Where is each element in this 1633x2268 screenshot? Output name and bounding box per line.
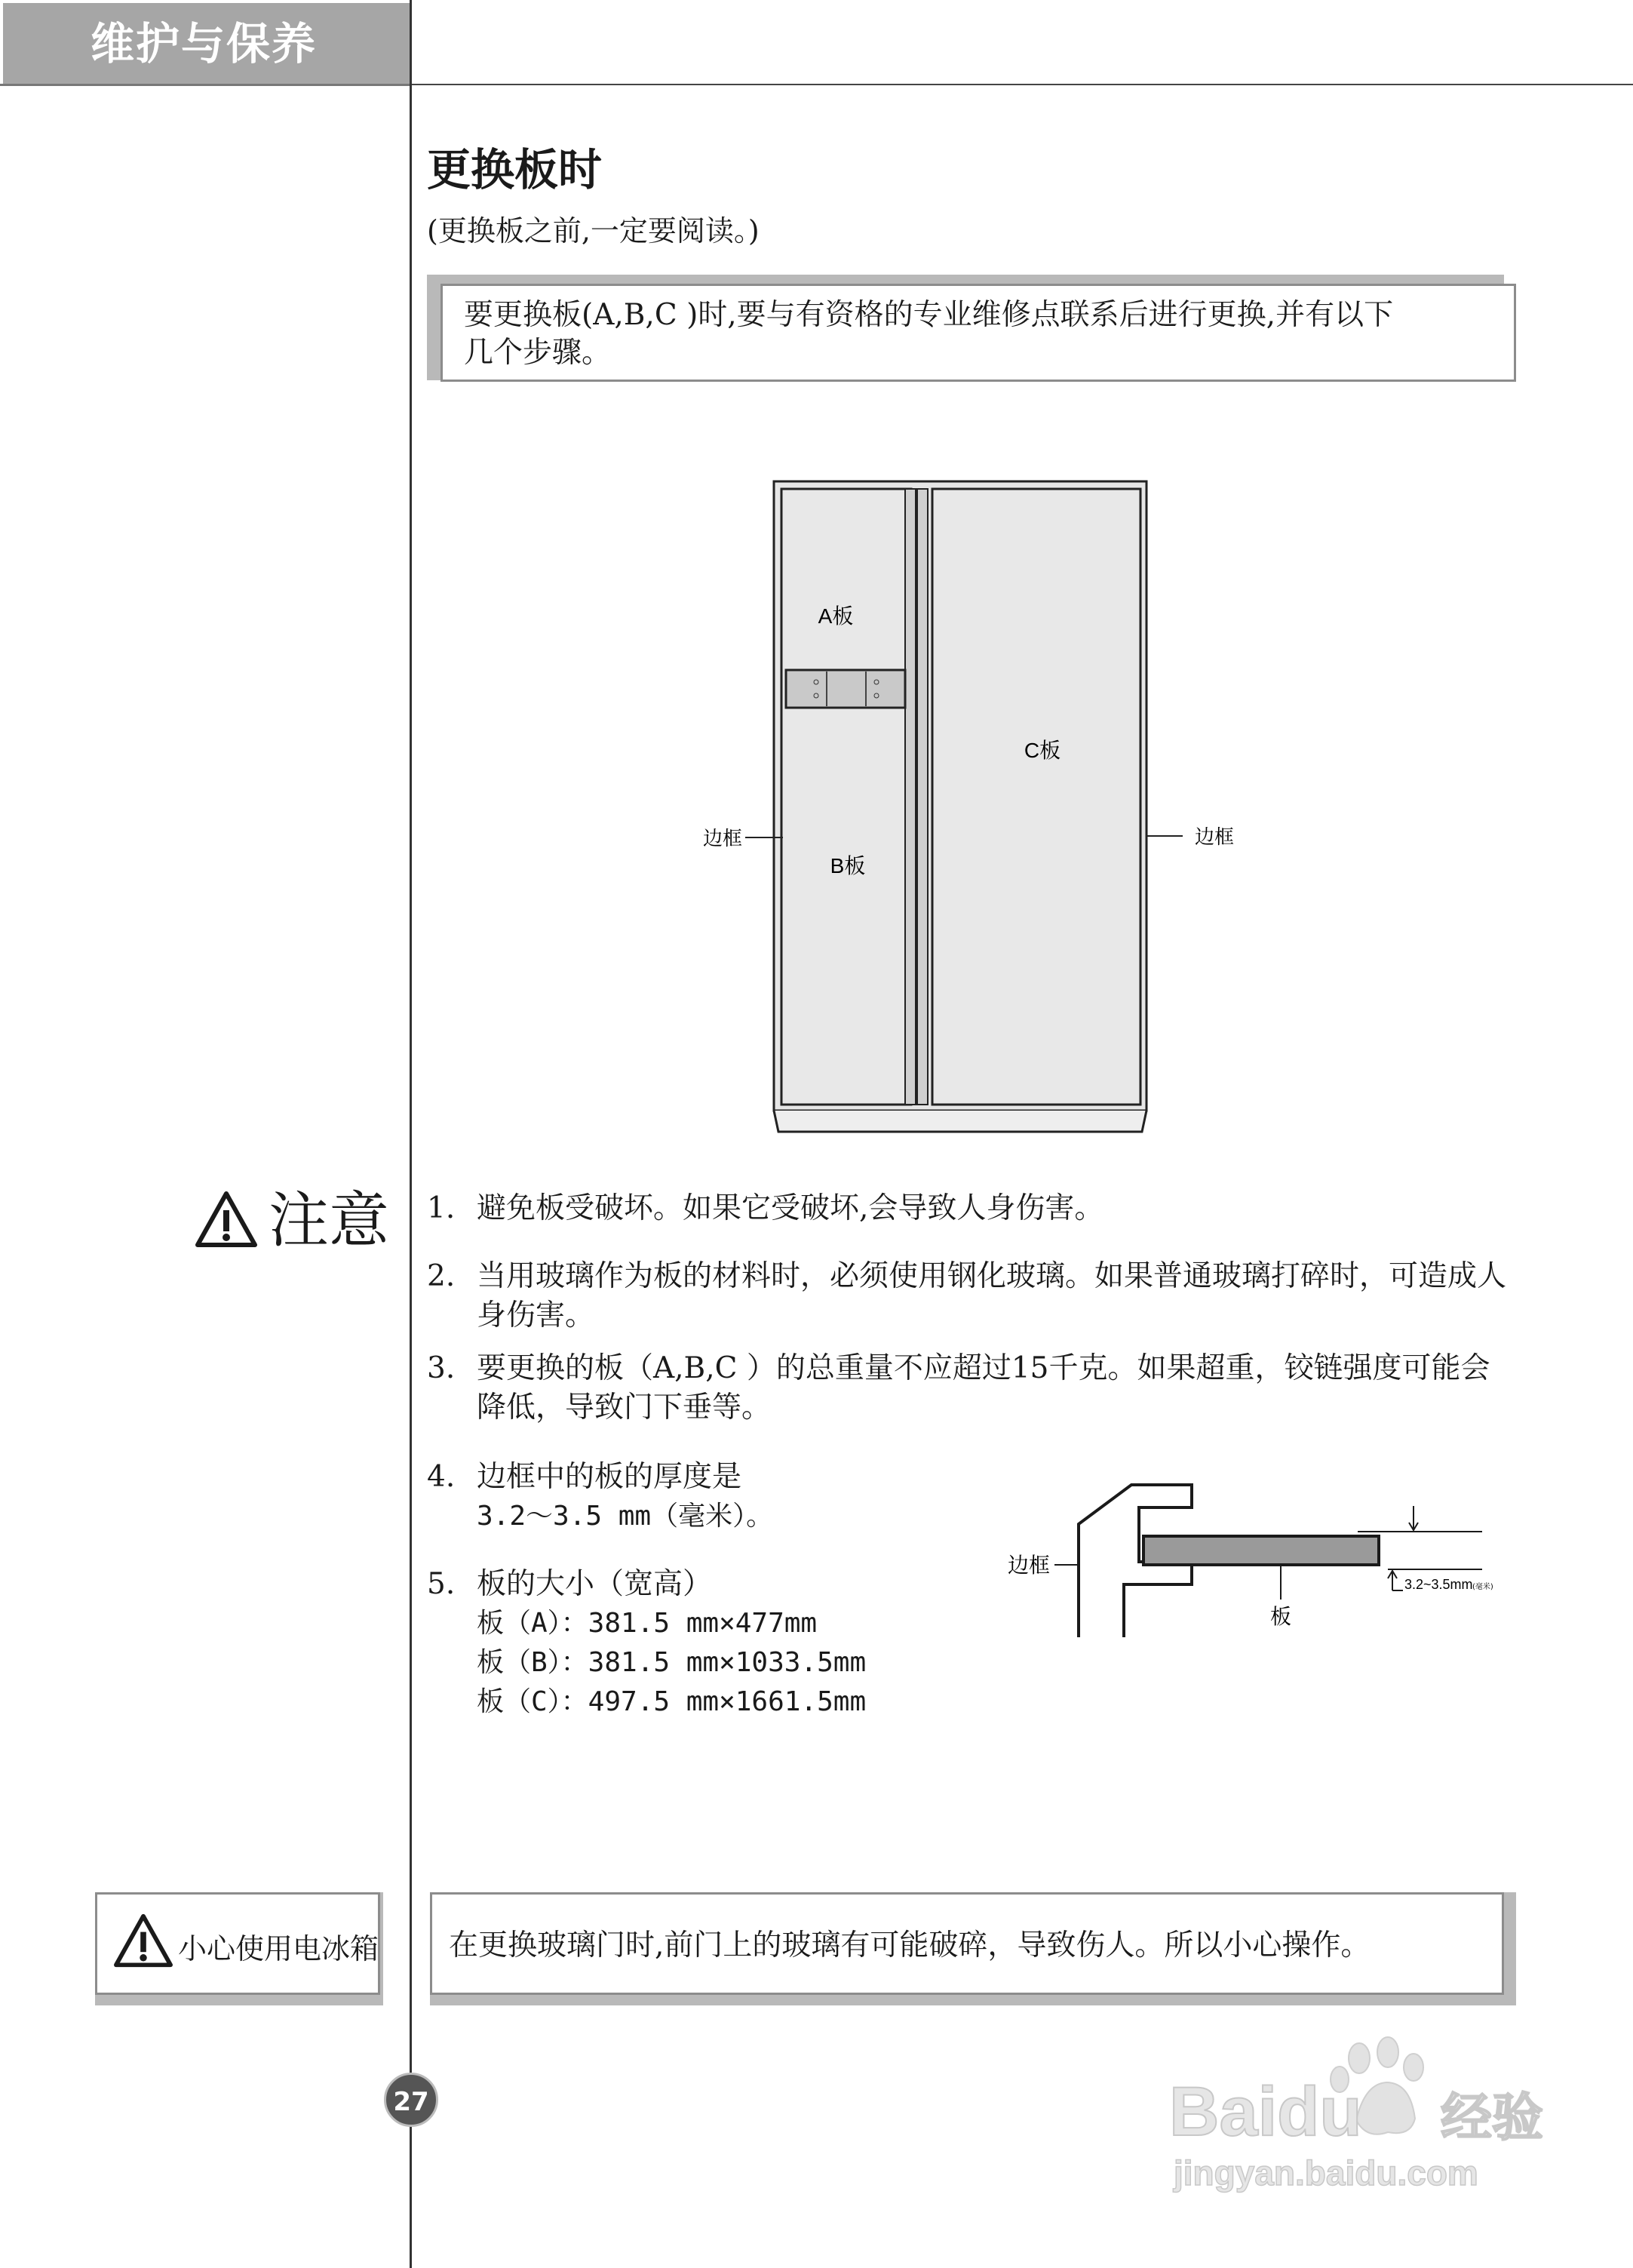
caution-item-4: [427, 1458, 773, 1536]
thickness-unit: (毫米): [1472, 1583, 1493, 1591]
header-rule-left: [0, 84, 412, 86]
item-line: 板的大小（宽高）: [477, 1567, 713, 1601]
frame-right-label: 边框: [1195, 826, 1235, 849]
warning-text-box: [430, 1892, 1504, 1995]
fridge-diagram: [679, 468, 1252, 1147]
caution-heading: 注意: [269, 1185, 389, 1255]
warning-text: 在更换玻璃门时,前门上的玻璃有可能破碎，导致伤人。所以小心操作。: [449, 1928, 1371, 1962]
intro-line-1: 要更换板(A,B,C )时,要与有资格的专业维修点联系后进行更换,并有以下: [464, 298, 1394, 332]
item-number: 3.: [427, 1351, 456, 1385]
item-line: 当用玻璃作为板的材料时，必须使用钢化玻璃。如果普通玻璃打碎时，可造成人: [477, 1259, 1507, 1293]
header-title: 维护与保养: [90, 18, 317, 69]
caution-item-3: [427, 1349, 1490, 1427]
panel-a-label: A板: [818, 604, 854, 628]
display-panel: [786, 670, 905, 708]
intro-box: [440, 284, 1516, 382]
caution-item-2: [427, 1257, 1506, 1335]
item-line: 板（C）：497.5 mm×1661.5mm: [477, 1686, 867, 1717]
panel-label: 板: [1269, 1604, 1292, 1629]
fridge-base: [774, 1111, 1146, 1132]
item-number: 4.: [427, 1460, 456, 1494]
item-line: 降低，导致门下垂等。: [477, 1391, 772, 1424]
item-number: 1.: [427, 1191, 456, 1225]
thickness-label: 3.2~3.5mm: [1404, 1577, 1473, 1592]
baidu-watermark: [1162, 2030, 1554, 2203]
item-line: 板（B）：381.5 mm×1033.5mm: [477, 1647, 867, 1678]
watermark-url: jingyan.baidu.com: [1174, 2153, 1478, 2193]
watermark-brand: Baidu: [1169, 2073, 1362, 2150]
left-door-handle: [905, 489, 916, 1105]
frame-section-diagram: [981, 1479, 1524, 1660]
item-line: 避免板受破坏。如果它受破坏,会导致人身伤害。: [477, 1191, 1104, 1225]
header-rule: [410, 84, 1633, 85]
item-line: 边框中的板的厚度是: [477, 1460, 742, 1494]
intro-line-2: 几个步骤。: [464, 336, 612, 370]
item-number: 2.: [427, 1259, 456, 1293]
right-door: [932, 489, 1140, 1105]
caution-item-5: [427, 1565, 866, 1722]
page-number: 27: [384, 2073, 438, 2127]
section-note: (更换板之前,一定要阅读。): [427, 214, 760, 247]
warning-label: 小心使用电冰箱: [178, 1932, 379, 1965]
panel-section: [1143, 1536, 1379, 1565]
caution-icon: [195, 1189, 258, 1249]
panel-b-label: B板: [830, 854, 866, 877]
warning-icon: [113, 1912, 173, 1969]
watermark-brand-cn: 经验: [1441, 2088, 1544, 2148]
margin-rule: [410, 0, 412, 2268]
left-door: [781, 489, 911, 1105]
section-title: 更换板时: [427, 144, 603, 195]
frame-label: 边框: [1007, 1553, 1050, 1578]
item-line: 要更换的板（A,B,C ）的总重量不应超过15千克。如果超重，铰链强度可能会: [477, 1351, 1490, 1385]
panel-c-label: C板: [1024, 739, 1061, 762]
frame-left-label: 边框: [702, 828, 742, 850]
item-line: 身伤害。: [477, 1298, 595, 1332]
caution-item-1: [427, 1189, 1104, 1228]
item-line: 板（A）：381.5 mm×477mm: [477, 1608, 818, 1639]
right-door-handle: [917, 489, 928, 1105]
item-number: 5.: [427, 1567, 456, 1601]
item-line: 3.2～3.5 mm（毫米）。: [477, 1501, 774, 1532]
